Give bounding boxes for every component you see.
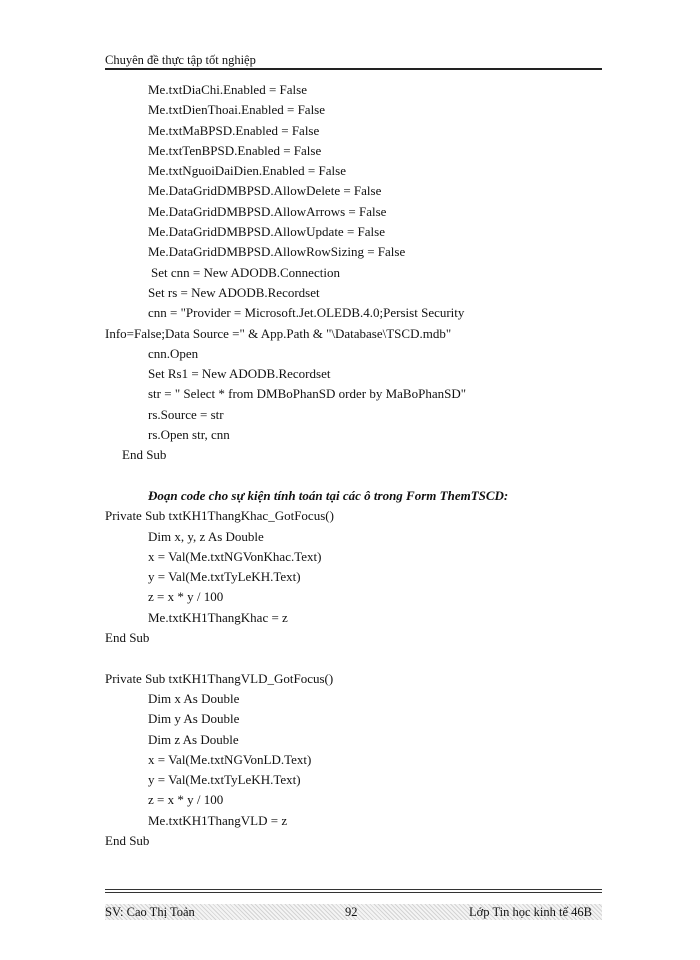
code-line: Me.txtKH1ThangVLD = z — [148, 812, 288, 828]
footer-page-number: 92 — [345, 905, 358, 919]
code-line: Me.txtDienThoai.Enabled = False — [148, 102, 326, 118]
code-line: End Sub — [105, 630, 150, 646]
code-line: Me.DataGridDMBPSD.AllowArrows = False — [148, 203, 387, 219]
code-line: Me.txtNguoiDaiDien.Enabled = False — [148, 163, 346, 179]
code-line: Dim x, y, z As Double — [148, 528, 264, 544]
code-line: Me.DataGridDMBPSD.AllowDelete = False — [148, 183, 382, 199]
code-line: rs.Open str, cnn — [148, 427, 230, 443]
code-line: Me.txtKH1ThangKhac = z — [148, 609, 288, 625]
code-listing — [0, 80, 700, 851]
header-title: Chuyên đề thực tập tốt nghiệp — [105, 53, 256, 67]
code-line: y = Val(Me.txtTyLeKH.Text) — [148, 569, 301, 585]
code-line: Private Sub txtKH1ThangVLD_GotFocus() — [105, 670, 334, 686]
blank-line — [0, 466, 700, 486]
code-line: Dim z As Double — [148, 731, 239, 747]
code-line: x = Val(Me.txtNGVonLD.Text) — [148, 751, 312, 767]
section-heading: Đoạn code cho sự kiện tính toán tại các ô trong Form ThemTSCD: — [148, 487, 509, 503]
code-line: z = x * y / 100 — [148, 792, 224, 808]
footer-rule — [105, 889, 602, 893]
footer-student: SV: Cao Thị Toản — [105, 905, 195, 919]
code-line: y = Val(Me.txtTyLeKH.Text) — [148, 772, 301, 788]
code-line: Info=False;Data Source =" & App.Path & "\Database\TSCD.mdb" — [105, 325, 452, 341]
code-line: Me.txtTenBPSD.Enabled = False — [148, 142, 322, 158]
code-line: End Sub — [122, 447, 167, 463]
code-line: Set rs = New ADODB.Recordset — [148, 284, 320, 300]
code-line: x = Val(Me.txtNGVonKhac.Text) — [148, 548, 322, 564]
code-line: rs.Source = str — [148, 406, 224, 422]
code-line: z = x * y / 100 — [148, 589, 224, 605]
code-line: End Sub — [105, 832, 150, 848]
header-rule — [105, 68, 602, 70]
code-line: Me.txtDiaChi.Enabled = False — [148, 82, 307, 97]
code-line: Private Sub txtKH1ThangKhac_GotFocus() — [105, 508, 334, 524]
page-footer — [105, 904, 602, 920]
footer-class-name: Lớp Tin học kinh tế 46B — [469, 905, 592, 919]
code-line: Set cnn = New ADODB.Connection — [151, 264, 340, 280]
code-line: Me.DataGridDMBPSD.AllowUpdate = False — [148, 224, 385, 240]
blank-line — [0, 648, 700, 668]
code-line: Dim y As Double — [148, 711, 240, 727]
code-line: Me.txtMaBPSD.Enabled = False — [148, 122, 320, 138]
code-line: Me.DataGridDMBPSD.AllowRowSizing = False — [148, 244, 406, 260]
code-line: cnn = "Provider = Microsoft.Jet.OLEDB.4.0;Persist Security — [148, 305, 465, 321]
code-line: cnn.Open — [148, 345, 199, 361]
code-line: Dim x As Double — [148, 690, 240, 706]
code-line: Set Rs1 = New ADODB.Recordset — [148, 366, 331, 382]
code-line: str = " Select * from DMBoPhanSD order by MaBoPhanSD" — [148, 386, 467, 402]
